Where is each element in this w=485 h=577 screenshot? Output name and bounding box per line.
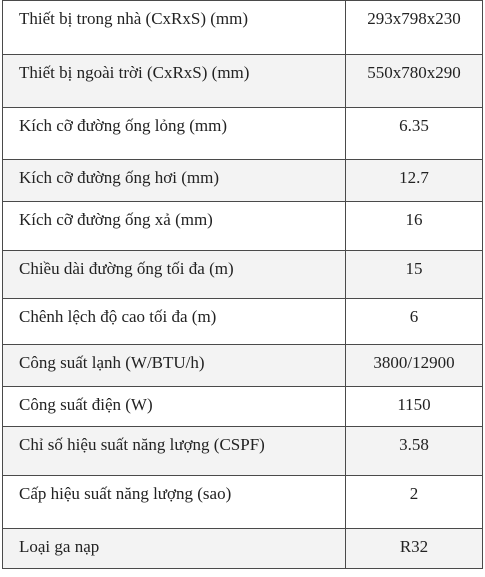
row-value: 15 (346, 251, 483, 299)
row-label: Công suất điện (W) (3, 387, 346, 427)
table-row (3, 251, 483, 299)
row-value: 12.7 (346, 160, 483, 202)
table-row (3, 387, 483, 427)
table-row (3, 345, 483, 387)
table-row (3, 427, 483, 476)
row-value: 6.35 (346, 108, 483, 160)
table-row (3, 202, 483, 251)
table-row (3, 299, 483, 345)
row-value: 16 (346, 202, 483, 251)
row-label: Kích cỡ đường ống lỏng (mm) (3, 108, 346, 160)
table-row (3, 476, 483, 529)
row-label: Thiết bị trong nhà (CxRxS) (mm) (3, 1, 346, 55)
table-row (3, 108, 483, 160)
table-row (3, 55, 483, 108)
row-value: 293x798x230 (346, 1, 483, 55)
row-label: Chỉ số hiệu suất năng lượng (CSPF) (3, 427, 346, 476)
table-row (3, 160, 483, 202)
row-label: Chiều dài đường ống tối đa (m) (3, 251, 346, 299)
row-label: Thiết bị ngoài trời (CxRxS) (mm) (3, 55, 346, 108)
table-row (3, 1, 483, 55)
row-label: Kích cỡ đường ống xả (mm) (3, 202, 346, 251)
row-label: Chênh lệch độ cao tối đa (m) (3, 299, 346, 345)
row-label: Công suất lạnh (W/BTU/h) (3, 345, 346, 387)
row-label: Kích cỡ đường ống hơi (mm) (3, 160, 346, 202)
row-value: 3800/12900 (346, 345, 483, 387)
row-value: R32 (346, 529, 483, 569)
row-value: 550x780x290 (346, 55, 483, 108)
row-value: 3.58 (346, 427, 483, 476)
spec-table (2, 0, 483, 569)
row-label: Cấp hiệu suất năng lượng (sao) (3, 476, 346, 529)
row-value: 2 (346, 476, 483, 529)
table-row (3, 529, 483, 569)
row-label: Loại ga nạp (3, 529, 346, 569)
row-value: 6 (346, 299, 483, 345)
row-value: 1150 (346, 387, 483, 427)
